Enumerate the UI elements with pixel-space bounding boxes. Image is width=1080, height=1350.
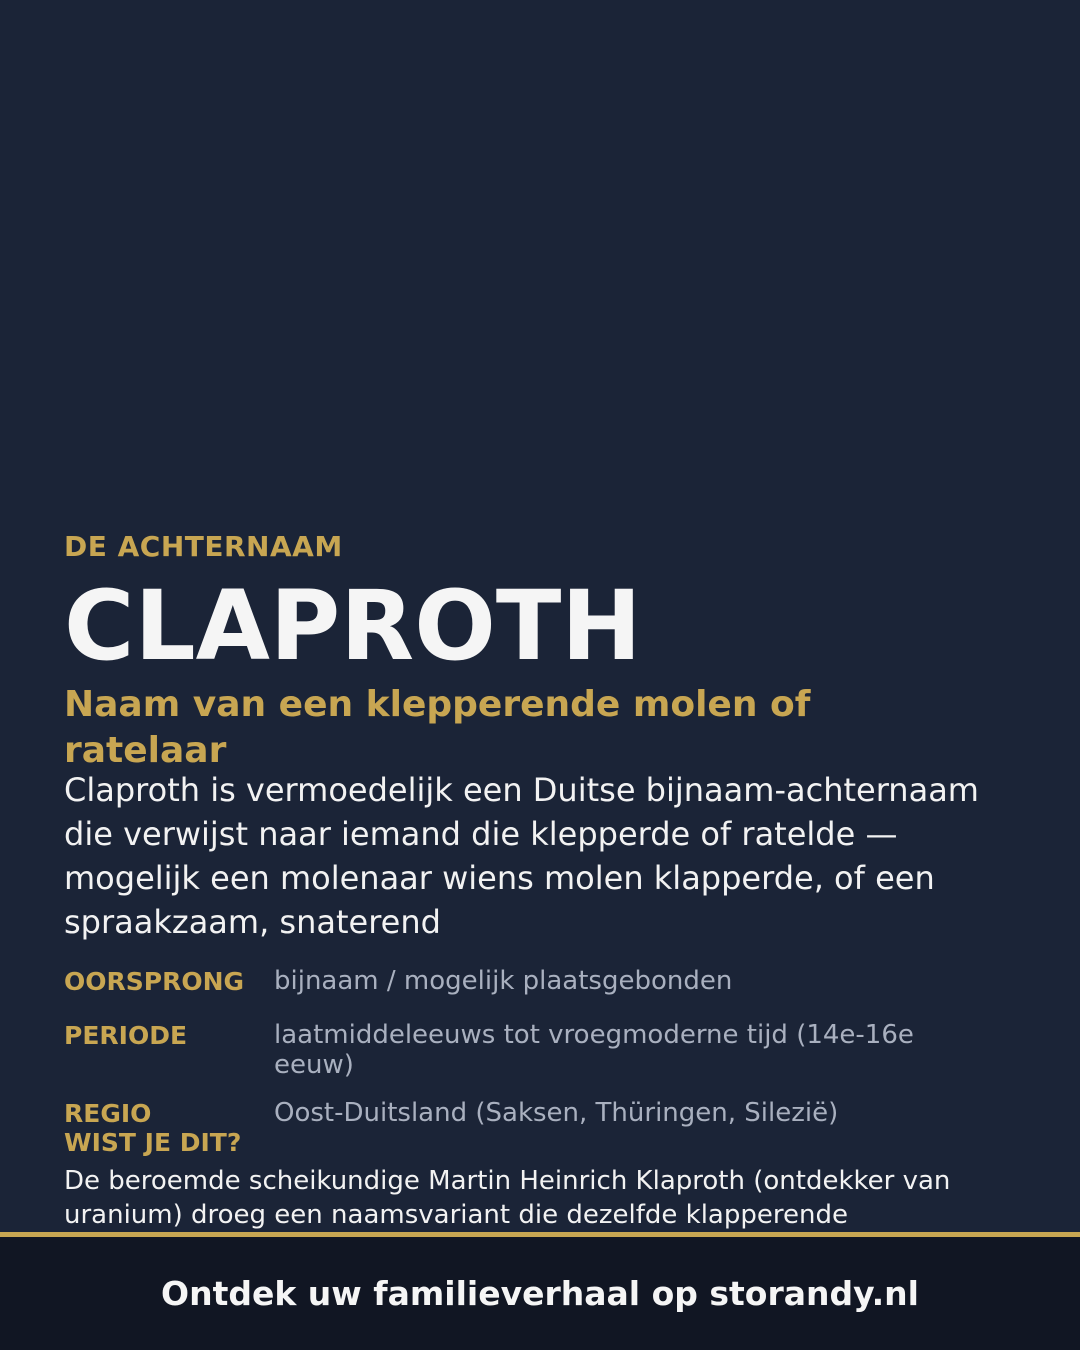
fact-row-period (64, 1016, 1014, 1080)
surname-description: Claproth is vermoedelijk een Duitse bijnaam-achternaam die verwijst naar iemand die klepperde of ratelde — mogelijk een molenaar wiens molen klapperde, of een spraakzaam, snaterend (64, 771, 979, 941)
fact-value: laatmiddeleeuws tot vroegmoderne tijd (14e-16e eeuw) (274, 1020, 914, 1080)
fact-value: Oost-Duitsland (Saksen, Thüringen, Silezië) (274, 1098, 839, 1128)
eyebrow-label: DE ACHTERNAAM (64, 530, 343, 563)
fact-label: OORSPRONG (64, 967, 245, 996)
surname-card (64, 0, 1014, 1232)
trivia-text: De beroemde scheikundige Martin Heinrich Klaproth (ontdekker van uranium) droeg een naamsvariant die dezelfde klapperende (64, 1166, 951, 1230)
facts-list (64, 962, 1014, 1148)
fact-label: REGIO (64, 1099, 152, 1128)
fact-row-origin (64, 962, 1014, 1002)
trivia-heading: WIST JE DIT? (64, 1128, 242, 1157)
fact-value: bijnaam / mogelijk plaatsgebonden (274, 966, 733, 996)
surname-meaning: Naam van een klepperende molen of ratelaar (64, 684, 811, 771)
footer-banner (0, 1237, 1080, 1350)
surname-title: CLAPROTH (64, 570, 642, 682)
fact-label: PERIODE (64, 1021, 188, 1050)
footer-cta-link[interactable]: Ontdek uw familieverhaal op storandy.nl (161, 1274, 919, 1313)
